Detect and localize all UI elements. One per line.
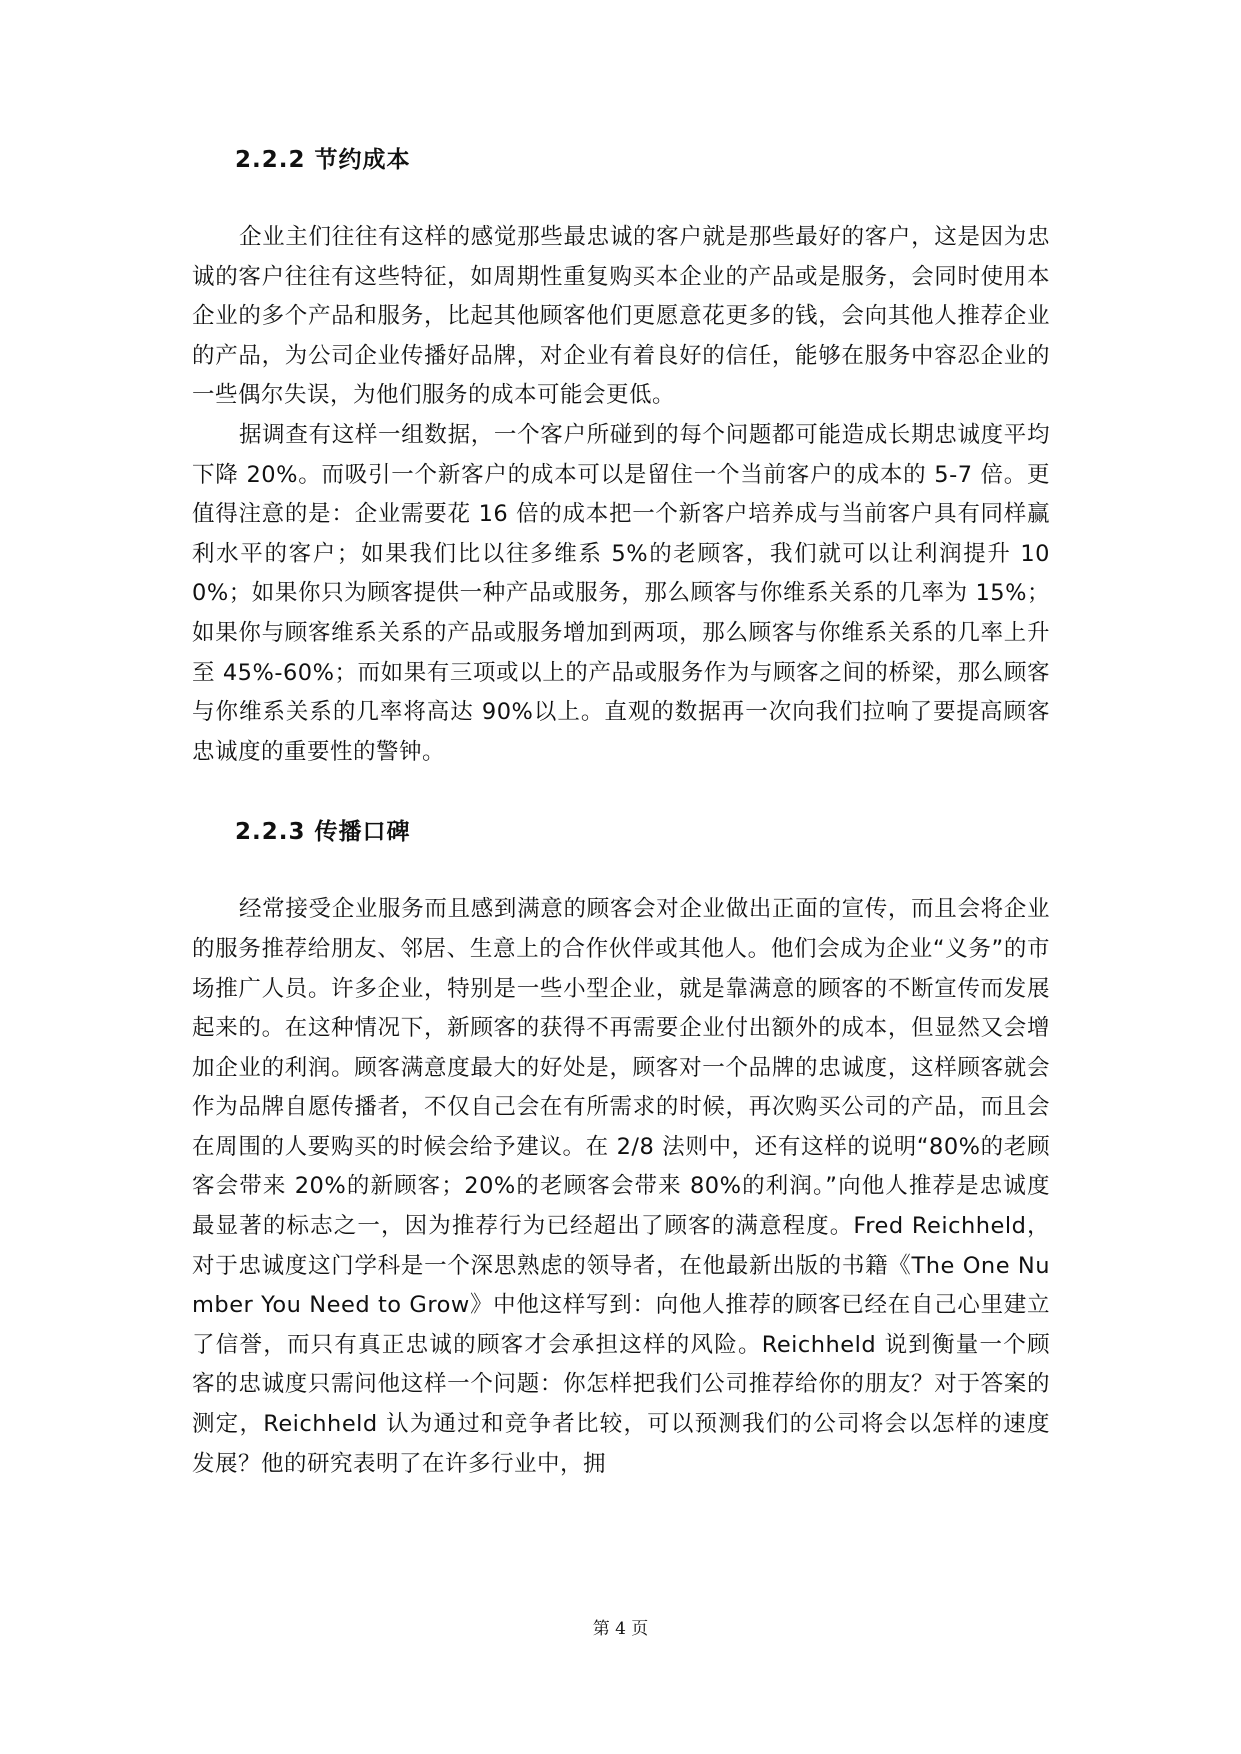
paragraph-cost-saving-2: 据调查有这样一组数据，一个客户所碰到的每个问题都可能造成长期忠诚度平均下降 20%。而吸引一个新客户的成本可以是留住一个当前客户的成本的 5-7 倍。更值得注意的是：企业需要花 16 倍的成本把一个新客户培养成与当前客户具有同样赢利水平的客户；如果我们比以往多维系 5%的老顾客，我们就可以让利润提升 100%；如果你只为顾客提供一种产品或服务，那么顾客与你维系关系的几率为 15%；如果你与顾客维系关系的产品或服务增加到两项，那么顾客与你维系关系的几率上升至 45%-60%；而如果有三项或以上的产品或服务作为与顾客之间的桥梁，那么顾客与你维系关系的几率将高达 90%以上。直观的数据再一次向我们拉响了要提高顾客忠诚度的重要性的警钟。 bbox=[192, 421, 1050, 765]
page-number-footer: 第 4 页 bbox=[592, 1619, 649, 1639]
page-content bbox=[192, 140, 1050, 1484]
paragraph-word-of-mouth-1: 经常接受企业服务而且感到满意的顾客会对企业做出正面的宣传，而且会将企业的服务推荐给朋友、邻居、生意上的合作伙伴或其他人。他们会成为企业“义务”的市场推广人员。许多企业，特别是一些小型企业，就是靠满意的顾客的不断宣传而发展起来的。在这种情况下，新顾客的获得不再需要企业付出额外的成本，但显然又会增加企业的利润。顾客满意度最大的好处是，顾客对一个品牌的忠诚度，这样顾客就会作为品牌自愿传播者，不仅自己会在有所需求的时候，再次购买公司的产品，而且会在周围的人要购买的时候会给予建议。在 2/8 法则中，还有这样的说明“80%的老顾客会带来 20%的新顾客；20%的老顾客会带来 80%的利润。”向他人推荐是忠诚度最显著的标志之一，因为推荐行为已经超出了顾客的满意程度。Fred Reichheld，对于忠诚度这门学科是一个深思熟虑的领导者，在他最新出版的书籍《The One Number You Need to Grow》中他这样写到：向他人推荐的顾客已经在自己心里建立了信誉，而只有真正忠诚的顾客才会承担这样的风险。Reichheld 说到衡量一个顾客的忠诚度只需问他这样一个问题：你怎样把我们公司推荐给你的朋友？对于答案的测定，Reichheld 认为通过和竞争者比较，可以预测我们的公司将会以怎样的速度发展？他的研究表明了在许多行业中，拥 bbox=[192, 896, 1050, 1477]
section-heading-word-of-mouth: 2.2.3 传播口碑 bbox=[235, 819, 411, 846]
paragraph-cost-saving-1: 企业主们往往有这样的感觉那些最忠诚的客户就是那些最好的客户，这是因为忠诚的客户往往有这些特征，如周期性重复购买本企业的产品或是服务，会同时使用本企业的多个产品和服务，比起其他顾客他们更愿意花更多的钱，会向其他人推荐企业的产品，为公司企业传播好品牌，对企业有着良好的信任，能够在服务中容忍企业的一些偶尔失误，为他们服务的成本可能会更低。 bbox=[192, 224, 1050, 409]
section-heading-cost-saving: 2.2.2 节约成本 bbox=[235, 147, 411, 173]
